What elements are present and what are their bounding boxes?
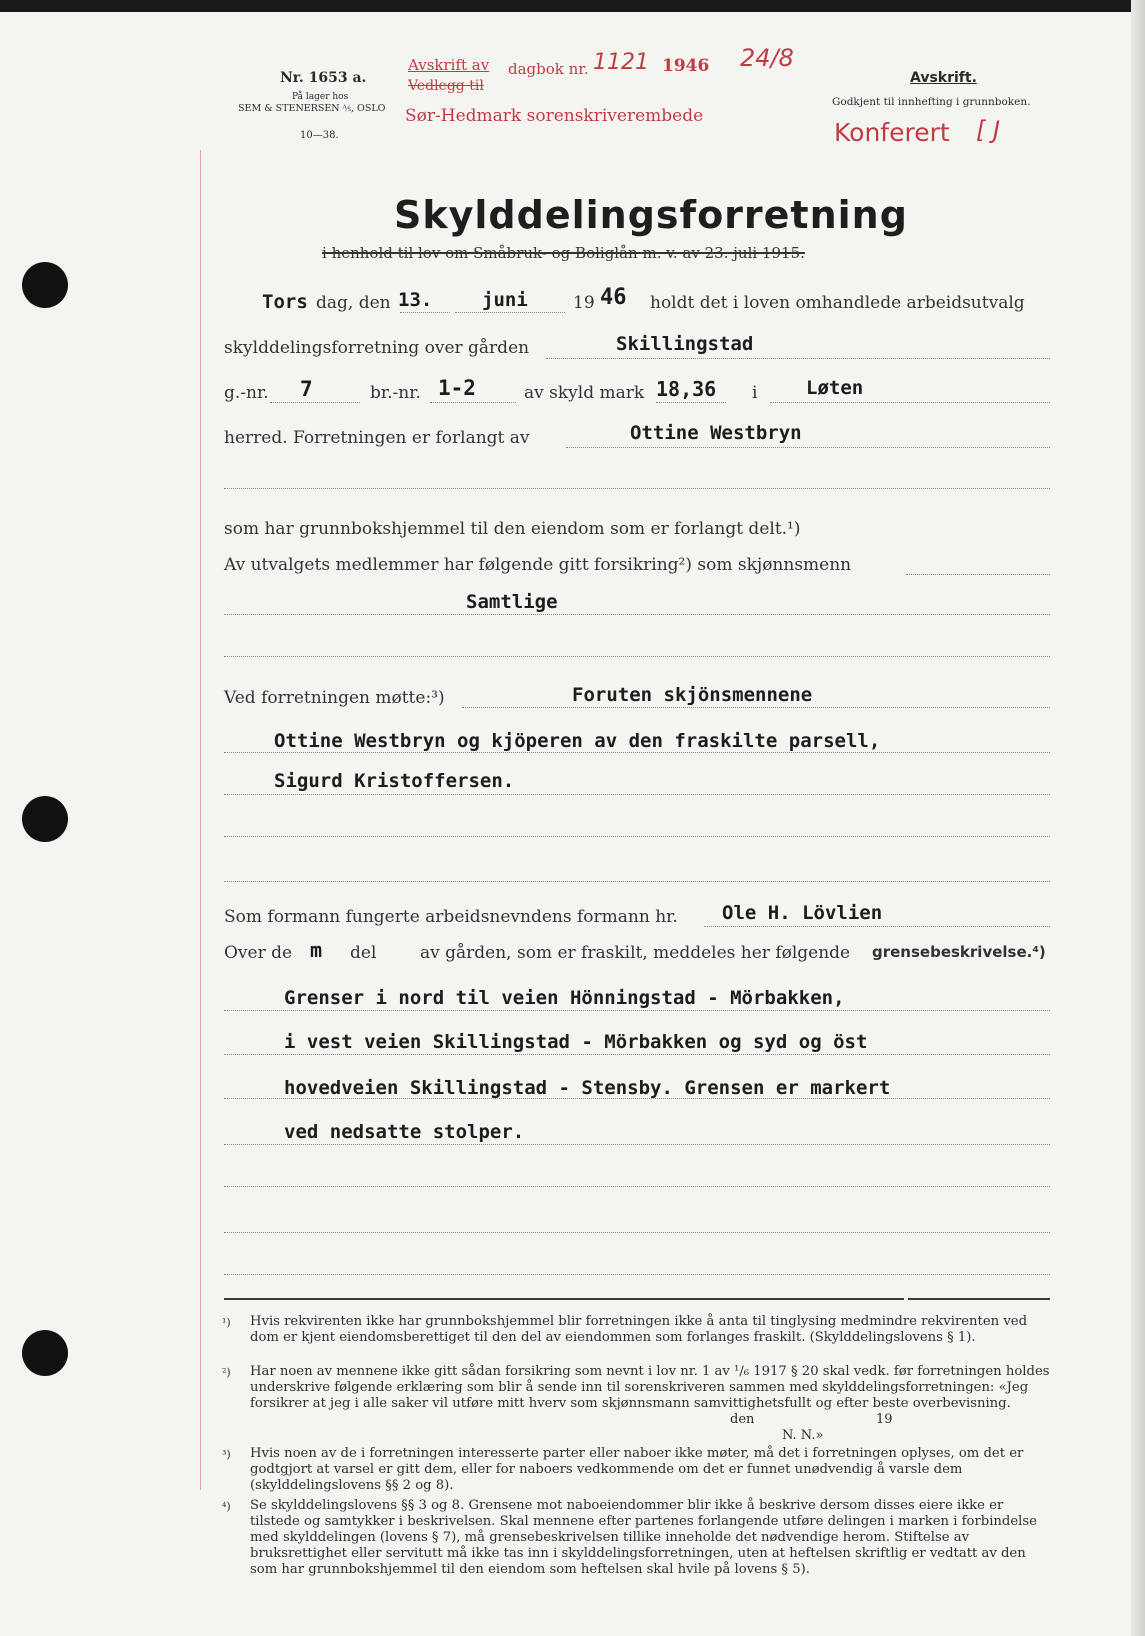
farm-line	[546, 358, 1050, 359]
footnote-separator-right	[908, 1298, 1050, 1300]
footnote-1: Hvis rekvirenten ikke har grunnbokshjemmel blir forretningen ikke å anta til tinglysing medmindre rekvirenten ved dom er kjent eiendomsberettiget til den del av eiendommen som forlanges fraskilt. (Skylddelingslovens § 1).	[250, 1314, 1028, 1345]
document-title: Skylddelingsforretning	[394, 193, 908, 237]
label-hjemmel: som har grunnbokshjemmel til den eiendom som er forlangt delt.¹)	[224, 519, 801, 539]
struck-subtitle: i henhold til lov om Småbruk- og Boliglån m. v. av 23. juli 1915.	[322, 244, 805, 262]
margin-rule	[200, 150, 201, 1490]
form-date: 10—38.	[300, 130, 339, 141]
label-skyld-over: skylddelingsforretning over gården	[224, 338, 530, 358]
label-forsikring: Av utvalgets medlemmer har følgende gitt forsikring²) som skjønnsmenn	[224, 555, 852, 575]
date-day: 13.	[398, 289, 433, 311]
blank-line-3	[224, 836, 1050, 837]
brnr-value: 1-2	[438, 376, 476, 400]
date-year: 46	[600, 285, 627, 310]
attendees-line-1	[462, 707, 1050, 708]
day-name: Tors	[262, 291, 308, 313]
label-grense: av gården, som er fraskilt, meddeles her følgende	[420, 943, 851, 963]
footnote-2-marker: ²)	[222, 1366, 231, 1379]
label-over-de: Over de	[224, 943, 293, 963]
footnote-2-den: den	[730, 1412, 755, 1427]
attendees-line-2	[224, 752, 1050, 753]
footnote-2-year: 19	[876, 1412, 893, 1427]
stamp-avskrift-av: Avskrift av	[408, 56, 490, 74]
blank-line-5	[224, 1186, 1050, 1187]
label-year-prefix: 19	[573, 293, 595, 313]
blank-line-2	[224, 656, 1050, 657]
boundary-line2: i vest veien Skillingstad - Mörbakken og syd og öst	[284, 1031, 868, 1053]
konferert-initials: [ J	[976, 116, 1001, 144]
skyld-value: 18,36	[656, 377, 717, 401]
footnote-3: Hvis noen av de i forretningen interesserte parter eller naboer ikke møter, må det i forretningen oplyses, om det er godtgjort at varsel er gitt dem, eller for naboers vedkommende om det er funnet unødvendig å varsle dem (skylddelingslovens §§ 2 og 8).	[250, 1446, 1024, 1493]
month-line	[455, 312, 565, 313]
attendees-line-3	[224, 794, 1050, 795]
publisher-line1: På lager hos	[292, 92, 349, 102]
stamp-dagbok-label: dagbok nr.	[508, 60, 589, 78]
punch-hole-middle	[22, 796, 68, 842]
farm-name: Skillingstad	[616, 333, 754, 355]
requested-by: Ottine Westbryn	[630, 422, 802, 444]
footnote-3-marker: ³)	[222, 1448, 231, 1461]
footnote-2-nn: N. N.»	[782, 1428, 824, 1443]
journal-year: 1946	[662, 56, 710, 76]
attendees-line1: Foruten skjönsmennene	[572, 684, 813, 706]
gnr-value: 7	[300, 377, 313, 401]
punch-hole-top	[22, 262, 68, 308]
blank-line-4	[224, 881, 1050, 882]
label-skyld: av skyld mark	[524, 383, 645, 403]
boundary-line1: Grenser i nord til veien Hönningstad - Mörbakken,	[284, 987, 845, 1009]
gnr-line	[270, 402, 360, 403]
journal-number: 1121	[593, 50, 649, 75]
label-gnr: g.-nr.	[224, 383, 269, 403]
journal-date: 24/8	[740, 44, 794, 72]
skyld-line	[656, 402, 726, 403]
footnote-2: Har noen av mennene ikke gitt sådan forsikring som nevnt i lov nr. 1 av ¹/₆ 1917 § 20 skal vedk. før forretningen holdes underskrive følgende erklæring som blir å sende inn til sorenskriveren sammen med skylddelingsforretningen: «Jeg forsikrer at jeg i alle saker vil utføre mitt hverv som skjønnsmann samvittighetsfullt og efter beste overbevisning.	[250, 1364, 1050, 1411]
brnr-line	[430, 402, 516, 403]
assessors-line	[224, 614, 1050, 615]
label-holdt: holdt det i loven omhandlede arbeidsutvalg	[650, 293, 1025, 313]
label-del: del	[350, 943, 377, 963]
stamp-sorenskriverembede: Sør-Hedmark sorenskriverembede	[405, 106, 704, 126]
footnote-1-marker: ¹)	[222, 1316, 231, 1329]
municipality: Løten	[806, 377, 864, 399]
scan-top-edge	[0, 0, 1145, 12]
boundary-rule-2	[224, 1054, 1050, 1055]
chairman-line	[704, 926, 1050, 927]
punch-hole-bottom	[22, 1330, 68, 1376]
footnote-4-marker: ⁴)	[222, 1500, 231, 1513]
municipality-line	[770, 402, 1050, 403]
label-i: i	[752, 383, 758, 403]
label-herred: herred. Forretningen er forlangt av	[224, 428, 530, 448]
form-number: Nr. 1653 a.	[280, 70, 367, 86]
scan-right-edge	[1131, 0, 1145, 1636]
over-de-value: m	[310, 938, 323, 962]
footnote-4: Se skylddelingslovens §§ 3 og 8. Grensene mot naboeiendommer blir ikke å beskrive dersom disses eiere ikke er tilstede og samtykker i beskrivelsen. Skal mennene efter partenes forlangende utføre delingen i marken i forbindelse med skylddelingen (lovens § 7), må grensebeskrivelsen tillike inneholde det nødvendige herom. Stiftelse av bruksrettighet eller servitutt må ikke tas inn i skylddelingsforretningen, uten at heftelsen skriftlig er vedtatt av den som har grunnbokshjemmel til den eiendom som heftelsen skal hvile på lovens § 5).	[250, 1498, 1037, 1577]
requested-line	[566, 447, 1050, 448]
label-formann: Som formann fungerte arbeidsnevndens formann hr.	[224, 907, 678, 927]
boundary-rule-4	[224, 1144, 1050, 1145]
avskrift-label: Avskrift.	[910, 70, 977, 86]
label-grense-bold: grensebeskrivelse.⁴)	[872, 943, 1046, 961]
label-dag-den: dag, den	[316, 293, 391, 313]
blank-line-6	[224, 1232, 1050, 1233]
day-line	[400, 312, 450, 313]
godkjent-text: Godkjent til innhefting i grunnboken.	[832, 96, 1031, 108]
boundary-line4: ved nedsatte stolper.	[284, 1121, 525, 1143]
assessors: Samtlige	[466, 591, 558, 613]
chairman: Ole H. Lövlien	[722, 902, 883, 924]
konferert-stamp: Konferert	[834, 118, 950, 147]
stamp-vedlegg-til: Vedlegg til	[408, 78, 484, 94]
label-brnr: br.-nr.	[370, 383, 421, 403]
label-motte: Ved forretningen møtte:³)	[224, 688, 445, 708]
attendees-line2: Ottine Westbryn og kjöperen av den fraskilte parsell,	[274, 730, 881, 752]
blank-line-7	[224, 1274, 1050, 1275]
blank-line-1	[224, 488, 1050, 489]
boundary-line3: hovedveien Skillingstad - Stensby. Grensen er markert	[284, 1077, 891, 1099]
forsikring-line	[906, 574, 1050, 575]
publisher-line2: SEM & STENERSEN ⅍, OSLO	[238, 103, 386, 114]
footnote-separator-left	[224, 1298, 904, 1300]
boundary-rule-3	[224, 1098, 1050, 1099]
attendees-line3: Sigurd Kristoffersen.	[274, 770, 515, 792]
date-month: juni	[482, 289, 528, 311]
boundary-rule-1	[224, 1010, 1050, 1011]
